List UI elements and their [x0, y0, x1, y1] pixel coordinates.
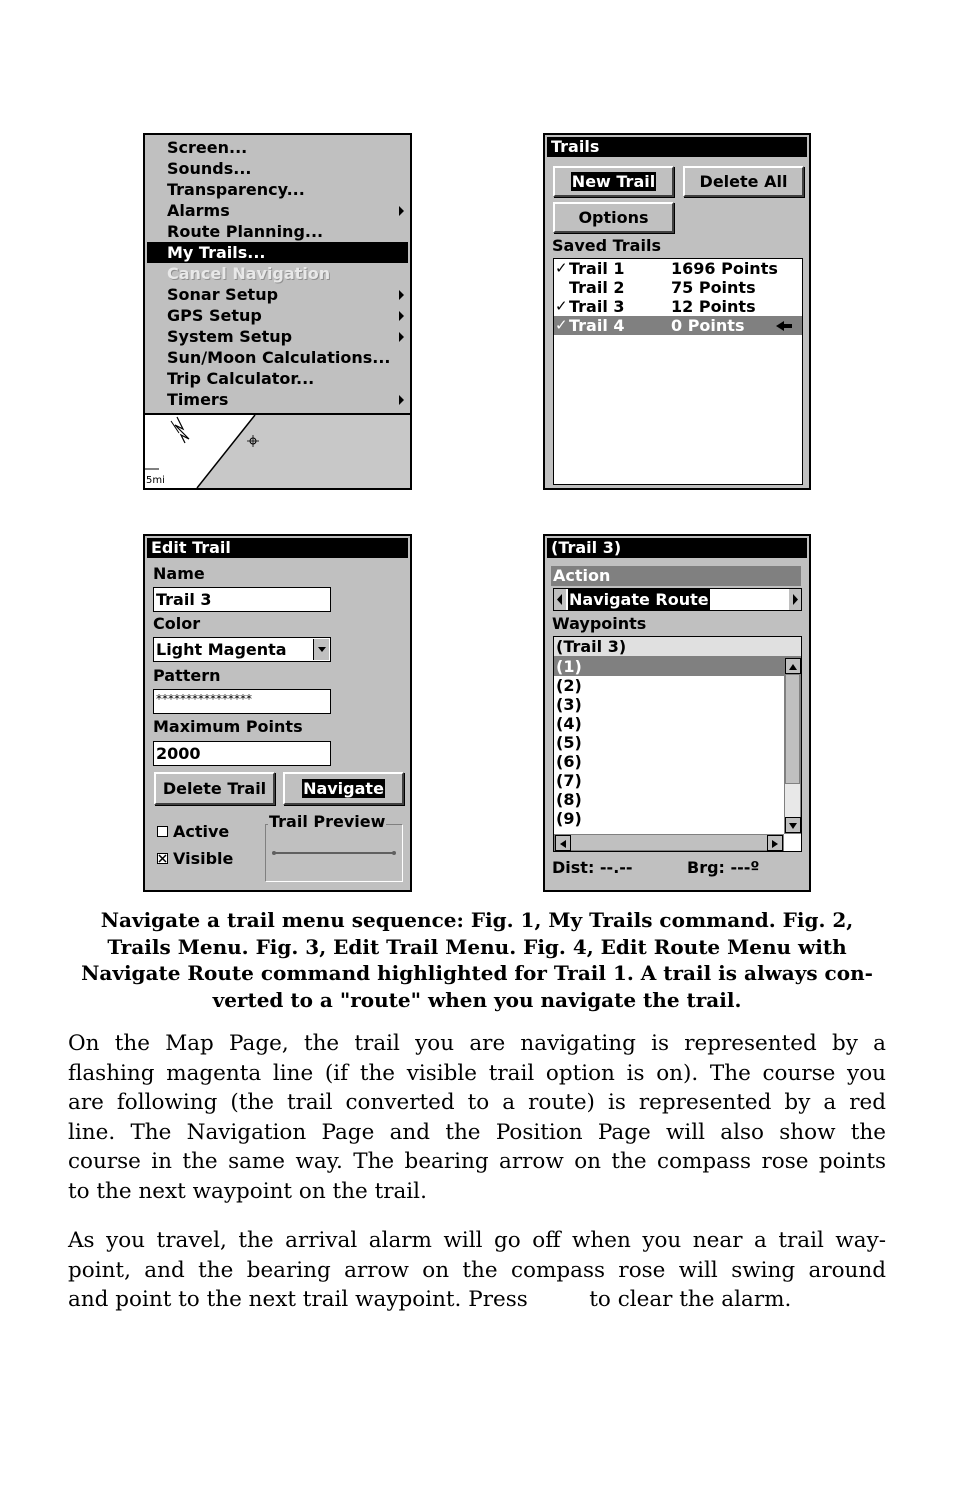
waypoint-label: (9) — [556, 809, 582, 828]
menu-item-label: System Setup — [167, 327, 293, 346]
menu-item[interactable] — [147, 347, 408, 368]
menu-item-label: Alarms — [167, 201, 230, 220]
submenu-arrow-icon — [399, 311, 404, 321]
check-icon: ✓ — [555, 259, 568, 277]
action-value: Navigate Route — [569, 590, 709, 609]
menu-item[interactable] — [147, 284, 408, 305]
trail-points: 0 Points — [671, 316, 745, 335]
new-trail-button[interactable] — [553, 166, 674, 197]
saved-trails-label: Saved Trails — [552, 236, 661, 255]
trail-name: Trail 4 — [569, 316, 625, 335]
paragraph-line: As you travel, the arrival alarm will go off when you near a trail way- — [68, 1228, 886, 1253]
chevron-down-icon — [786, 819, 800, 833]
fig1-main-menu — [143, 133, 412, 490]
trail-points: 1696 Points — [671, 259, 778, 278]
caption-line: Navigate Route command highlighted for Trail 1. A trail is always con- — [81, 961, 873, 985]
submenu-arrow-icon — [399, 395, 404, 405]
list-item[interactable] — [554, 278, 802, 297]
body-paragraph-1 — [68, 1029, 886, 1207]
pattern-label: Pattern — [153, 666, 221, 685]
menu-item-label: Screen... — [167, 138, 248, 157]
waypoint-label: (2) — [556, 676, 582, 695]
menu-item-disabled — [147, 263, 408, 284]
trail-preview-label: Trail Preview — [269, 812, 386, 831]
distance-readout: Dist: --.-- — [552, 858, 633, 877]
menu-item-label: Sun/Moon Calculations... — [167, 348, 391, 367]
bearing-readout: Brg: ---º — [687, 858, 760, 877]
menu-item-label: Transparency... — [167, 180, 305, 199]
menu-item-label: GPS Setup — [167, 306, 262, 325]
list-header-label: (Trail 3) — [556, 637, 627, 656]
trail-preview-line — [266, 825, 402, 881]
menu-item[interactable] — [147, 305, 408, 326]
menu-item-label: Timers — [167, 390, 229, 409]
paragraph-line: are following (the trail converted to a route) is represented by a red — [68, 1090, 886, 1116]
chevron-left-icon — [556, 837, 570, 851]
action-label: Action — [553, 566, 611, 585]
waypoint-label: (6) — [556, 752, 582, 771]
trail-points: 12 Points — [671, 297, 756, 316]
delete-trail-button[interactable] — [154, 772, 275, 805]
caption-line: Navigate a trail menu sequence: Fig. 1, My Trails command. Fig. 2, — [100, 908, 854, 932]
menu-item-label: Cancel Navigation — [167, 264, 331, 283]
list-item[interactable] — [554, 714, 784, 733]
new-trail-label: New Trail — [571, 172, 656, 191]
check-icon: ✓ — [555, 297, 568, 315]
waypoint-label: (1) — [556, 657, 582, 676]
waypoint-label: (7) — [556, 771, 582, 790]
submenu-arrow-icon — [399, 332, 404, 342]
name-label: Name — [153, 564, 205, 583]
menu-item[interactable] — [147, 137, 408, 158]
waypoints-rows — [554, 657, 784, 834]
list-item-selected[interactable] — [554, 657, 784, 676]
menu-item[interactable] — [147, 368, 408, 389]
list-item[interactable] — [554, 676, 784, 695]
list-item[interactable] — [554, 771, 784, 790]
color-select-value: Light Magenta — [156, 640, 287, 659]
left-arrow-button[interactable] — [554, 589, 566, 610]
menu-item-selected[interactable] — [147, 242, 408, 263]
paragraph-line: flashing magenta line (if the visible trail option is on). The course you — [68, 1060, 886, 1086]
fig4-edit-route-menu — [543, 534, 811, 892]
waypoints-list[interactable] — [553, 636, 802, 852]
chevron-right-icon — [768, 837, 782, 851]
navigate-label: Navigate — [303, 779, 384, 798]
horizontal-scrollbar[interactable] — [554, 834, 784, 851]
list-item-selected[interactable] — [554, 316, 802, 335]
chevron-up-icon — [786, 660, 800, 674]
check-x-icon — [158, 854, 167, 863]
visible-checkbox[interactable] — [157, 849, 247, 869]
trail-name: Trail 2 — [569, 278, 625, 297]
scroll-thumb[interactable] — [785, 674, 800, 784]
list-item[interactable] — [554, 809, 784, 828]
pattern-field[interactable]: **************** — [153, 689, 331, 714]
paragraph-line: course in the same way. The bearing arrow on the compass rose points — [68, 1149, 886, 1175]
menu-item[interactable] — [147, 389, 408, 410]
menu-item[interactable] — [147, 221, 408, 242]
chevron-left-icon — [554, 589, 566, 610]
scroll-right-button[interactable] — [767, 835, 783, 851]
color-select[interactable] — [153, 637, 331, 662]
options-label: Options — [578, 208, 649, 227]
chevron-right-icon — [789, 589, 801, 610]
menu-item[interactable] — [147, 326, 408, 347]
caption-line: verted to a "route" when you navigate the trail. — [212, 987, 742, 1012]
pointer-arrow-icon — [776, 320, 794, 332]
menu-item-label: Trip Calculator... — [167, 369, 315, 388]
dialog-title: Trails — [547, 137, 807, 157]
right-arrow-button[interactable] — [789, 589, 801, 610]
chevron-down-icon — [315, 639, 329, 659]
delete-all-label: Delete All — [699, 172, 788, 191]
paragraph-line: to the next waypoint on the trail. — [68, 1178, 427, 1204]
waypoints-label: Waypoints — [552, 614, 647, 633]
paragraph-line: On the Map Page, the trail you are navigating is represented by a — [68, 1031, 886, 1056]
action-selector[interactable] — [553, 588, 802, 611]
visible-label: Visible — [173, 849, 234, 868]
scroll-left-button[interactable] — [555, 835, 571, 851]
saved-trails-list[interactable] — [553, 258, 803, 485]
checkbox-box-checked[interactable] — [157, 853, 168, 864]
submenu-arrow-icon — [399, 290, 404, 300]
name-field[interactable]: Trail 3 — [153, 587, 331, 612]
waypoint-label: (5) — [556, 733, 582, 752]
dialog-title: Edit Trail — [147, 538, 408, 558]
menu-item-label: Route Planning... — [167, 222, 324, 241]
trail-preview-box — [265, 824, 403, 882]
list-item[interactable] — [554, 733, 784, 752]
trail-points: 75 Points — [671, 278, 756, 297]
waypoint-label: (8) — [556, 790, 582, 809]
map-scale-label: 5mi — [146, 475, 165, 486]
dialog-title: (Trail 3) — [547, 538, 807, 558]
checkbox-box[interactable] — [157, 826, 168, 837]
paragraph-line: point, and the bearing arrow on the compass rose will swing around — [68, 1257, 886, 1283]
trail-name: Trail 1 — [569, 259, 625, 278]
fig2-trails-menu — [543, 133, 811, 490]
caption-line: Trails Menu. Fig. 3, Edit Trail Menu. Fig. 4, Edit Route Menu with — [107, 934, 847, 959]
menu-item-label: Sounds... — [167, 159, 252, 178]
figure-caption — [60, 907, 894, 1013]
waypoint-label: (3) — [556, 695, 582, 714]
navigate-button[interactable] — [283, 772, 404, 805]
scroll-down-button[interactable] — [785, 817, 801, 833]
check-icon: ✓ — [555, 316, 568, 334]
maximum-points-field[interactable]: 2000 — [153, 741, 331, 766]
list-item[interactable] — [554, 695, 784, 714]
list-item[interactable] — [554, 790, 784, 809]
options-button[interactable] — [553, 202, 674, 233]
trail-name: Trail 3 — [569, 297, 625, 316]
paragraph-line: line. The Navigation Page and the Position Page will also show the — [68, 1119, 886, 1145]
active-label: Active — [173, 822, 230, 841]
list-item[interactable] — [554, 259, 802, 278]
vertical-scrollbar[interactable] — [784, 657, 801, 834]
menu-list — [145, 135, 410, 415]
list-item[interactable] — [554, 297, 802, 316]
paragraph-line: and point to the next trail waypoint. Press to clear the alarm. — [68, 1287, 792, 1313]
color-label: Color — [153, 614, 201, 633]
submenu-arrow-icon — [399, 206, 404, 216]
active-checkbox[interactable] — [157, 822, 247, 842]
menu-item[interactable] — [147, 179, 408, 200]
body-paragraph-2 — [68, 1226, 886, 1315]
menu-item-label: Sonar Setup — [167, 285, 279, 304]
waypoint-label: (4) — [556, 714, 582, 733]
maximum-points-label: Maximum Points — [153, 717, 303, 736]
menu-item[interactable] — [147, 200, 408, 221]
fig3-edit-trail-menu — [143, 534, 412, 892]
action-label-bar — [551, 566, 801, 586]
menu-item-label: My Trails... — [167, 243, 266, 262]
list-item[interactable] — [554, 752, 784, 771]
dropdown-button[interactable] — [313, 639, 329, 660]
map-view[interactable] — [145, 415, 410, 488]
menu-item[interactable] — [147, 158, 408, 179]
delete-trail-label: Delete Trail — [162, 779, 267, 798]
delete-all-button[interactable] — [683, 166, 804, 197]
list-header — [554, 637, 801, 657]
scroll-up-button[interactable] — [785, 658, 801, 674]
